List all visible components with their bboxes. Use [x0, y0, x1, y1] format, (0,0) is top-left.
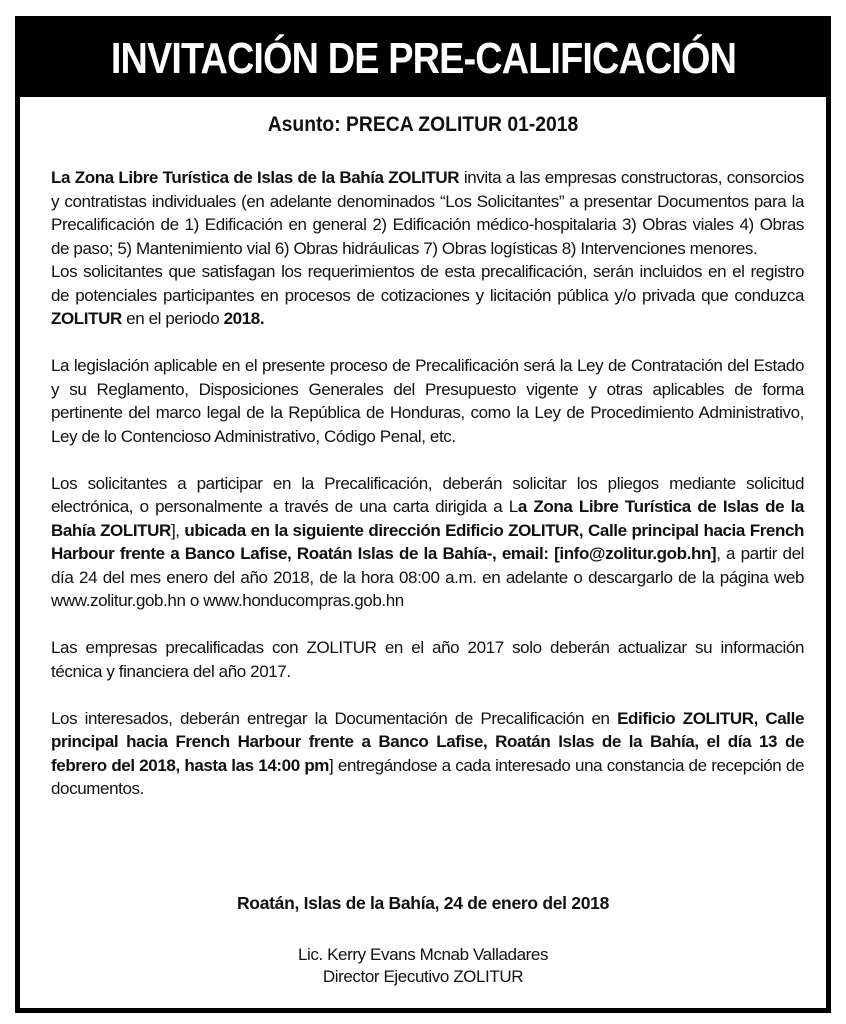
delivery-text: Los interesados, deberán entregar la Documentación de Precalificación en	[51, 708, 618, 728]
request-dates: , a partir del día 24 del mes enero del año 2018, de la hora 08:00 a.m. en adelante o descargarlo de la página web www.zolitur.gob.hn o www.honducompras.gob.hn	[51, 544, 804, 610]
place-date: Roatán, Islas de la Bahía, 24 de enero del 2018	[236, 893, 610, 913]
title-banner	[20, 21, 826, 97]
paragraph-delivery	[51, 707, 804, 801]
paragraph-update: Las empresas precalificadas con ZOLITUR en el año 2017 solo deberán actualizar su información técnica y financiera del año 2017.	[51, 638, 804, 681]
org-name: La Zona Libre Turística de Islas de la Bahía ZOLITUR	[51, 168, 460, 187]
registry-year: 2018.	[223, 309, 265, 328]
paragraph-gap	[51, 683, 804, 707]
request-text: Los solicitantes a participar en la Precalificación, deberán solicitar los pliegos mediante solicitud electrónica, o personalmente a través de una carta dirigida a L	[51, 473, 804, 516]
paragraph-gap	[51, 331, 804, 355]
notice-title: INVITACIÓN DE PRE-CALIFICACIÓN	[110, 34, 736, 83]
paragraph-gap	[51, 613, 804, 637]
signature-block	[20, 944, 826, 988]
paragraph-gap	[51, 448, 804, 472]
invitation-text: invita a las empresas constructoras, consorcios y contratistas individuales (en adelante denominados “Los Solicitantes” a presentar Documentos para la Precalificación de 1) Edificación en general 2) Edificación médico-hospitalaria 3) Obras viales 4) Obras de paso; 5) Mantenimiento vial 6) Obras hidráulicas 7) Obras logísticas 8) Intervenciones menores.	[51, 168, 804, 258]
notice-body	[51, 166, 804, 801]
paragraph-invitation	[51, 166, 804, 260]
signatory-role: Director Ejecutivo ZOLITUR	[322, 967, 524, 986]
paragraph-legislation: La legislación aplicable en el presente proceso de Precalificación será la Ley de Contratación del Estado y su Reglamento, Disposiciones Generales del Presupuesto vigente y otras aplicables de forma pertinente del marco legal de la República de Honduras, como la Ley de Procedimiento Administrativo, Ley de lo Contencioso Administrativo, Código Penal, etc.	[51, 356, 804, 446]
request-address: ubicada en la siguiente dirección Edificio ZOLITUR, Calle principal hacia French Harbour frente a Banco Lafise, Roatán Islas de la Bahía-, email: [info@zolitur.gob.hn]	[51, 520, 804, 563]
paragraph-request	[51, 472, 804, 613]
request-org: a Zona Libre Turística de Islas de la Bahía ZOLITUR	[51, 497, 804, 540]
subject-line: Asunto: PRECA ZOLITUR 01-2018	[267, 113, 579, 136]
request-bracket: ],	[170, 520, 185, 540]
delivery-address: Edificio ZOLITUR, Calle principal hacia French Harbour frente a Banco Lafise, Roatán Islas de la Bahía, el día 13 de febrero del 2018, hasta las 14:00 pm	[51, 708, 805, 775]
signatory-name: Lic. Kerry Evans Mcnab Valladares	[297, 945, 549, 964]
delivery-receipt: ] entregándose a cada interesado una constancia de recepción de documentos.	[51, 755, 804, 798]
registry-period-text: en el periodo	[121, 309, 224, 328]
registry-text: Los solicitantes que satisfagan los requerimientos de esta precalificación, serán incluidos en el registro de potenciales participantes en procesos de cotizaciones y licitación pública y/o privada que conduzca	[51, 262, 804, 305]
paragraph-registry	[51, 260, 804, 331]
registry-org: ZOLITUR	[51, 309, 122, 328]
notice-frame	[15, 16, 831, 1013]
